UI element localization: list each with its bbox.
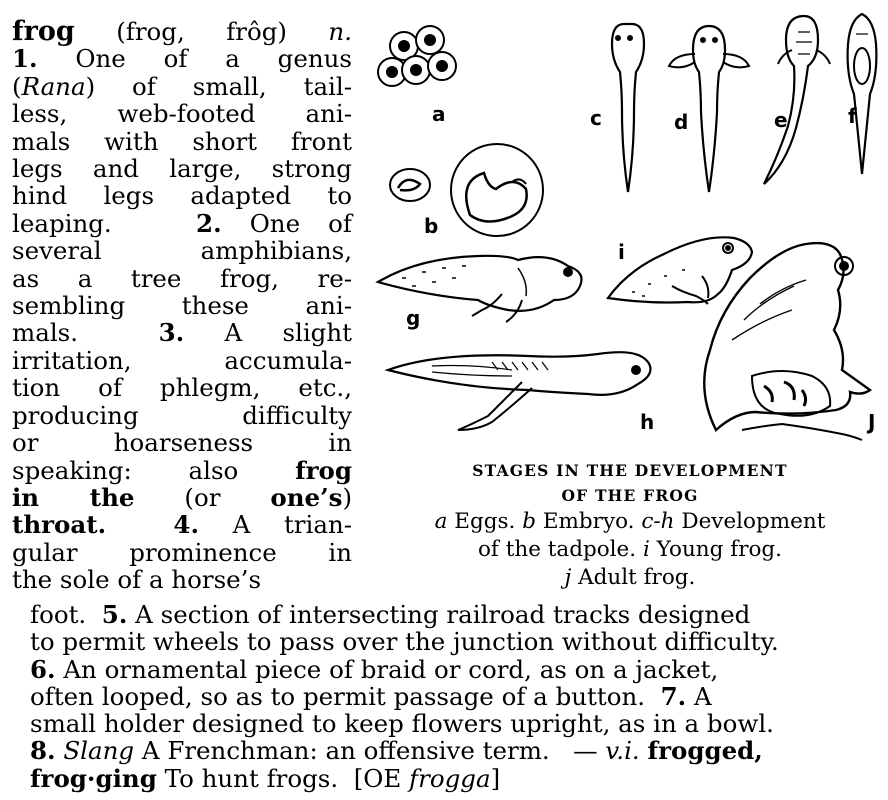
text-segment: sembling these ani-	[12, 291, 352, 321]
tadpole-e-drawing	[764, 16, 830, 184]
text-segment: less, web-footed ani-	[12, 99, 352, 129]
text-segment: hind legs adapted to	[12, 181, 352, 211]
text-segment: 8.	[30, 736, 56, 766]
text-segment: One of	[221, 208, 352, 238]
caption-segment: j	[564, 565, 572, 590]
caption-line	[380, 564, 880, 592]
text-segment: )	[342, 482, 352, 512]
text-segment: frogged,	[647, 736, 763, 766]
text-segment: to permit wheels to pass over the junction without difficulty.	[30, 627, 779, 657]
label-h: h	[640, 410, 655, 434]
text-segment: legs and large, strong	[12, 154, 352, 184]
text-segment: Slang	[63, 736, 135, 766]
text-line	[30, 601, 885, 628]
text-segment: mals with short front	[12, 126, 352, 156]
caption-segment: a	[434, 509, 448, 534]
text-line	[12, 374, 352, 401]
text-segment: frog·ging	[30, 763, 157, 793]
caption-segment: Embryo.	[536, 509, 642, 534]
text-line	[12, 566, 352, 593]
label-b: b	[424, 214, 439, 238]
definition-lines-full	[30, 601, 885, 792]
text-segment: (or	[134, 482, 271, 512]
caption-segment: Young frog.	[649, 537, 783, 562]
text-segment: throat.	[12, 510, 107, 540]
embryo-drawing	[390, 144, 543, 236]
text-line	[12, 100, 352, 127]
pronunciation: (frog, frôg)	[116, 17, 287, 46]
text-line	[30, 765, 885, 792]
text-segment: frog	[295, 455, 352, 485]
text-line	[12, 402, 352, 429]
label-a: a	[432, 102, 446, 126]
text-segment: 6.	[30, 654, 56, 684]
text-line	[12, 128, 352, 155]
text-line	[12, 539, 352, 566]
entry-headline	[12, 18, 352, 45]
headword: frog	[12, 16, 75, 47]
text-line	[30, 656, 885, 683]
text-segment: several amphibians,	[12, 236, 352, 266]
text-line	[12, 292, 352, 319]
text-segment: ]	[490, 763, 501, 793]
text-line	[12, 347, 352, 374]
caption-text	[380, 508, 880, 592]
text-segment: 2.	[196, 208, 222, 238]
text-segment: often looped, so as to permit passage of a button.	[30, 681, 661, 711]
text-line	[12, 237, 352, 264]
text-line	[12, 484, 352, 511]
text-segment: small holder designed to keep flowers upright, as in a bowl.	[30, 709, 774, 739]
text-line	[12, 457, 352, 484]
label-i: i	[618, 240, 625, 264]
text-line	[12, 265, 352, 292]
text-segment: as a tree frog, re-	[12, 263, 352, 293]
tadpole-d-drawing	[669, 26, 749, 192]
text-segment: irritation, accumula-	[12, 345, 352, 375]
text-segment: A trian-	[198, 510, 352, 540]
text-line	[30, 628, 885, 655]
text-line	[12, 45, 352, 72]
definition-lines-left	[12, 45, 352, 593]
caption-segment: i	[642, 537, 650, 562]
caption-segment: c-h	[641, 509, 675, 534]
frog-development-figure	[372, 10, 888, 450]
text-segment: A section of intersecting railroad tracks designed	[127, 600, 751, 629]
caption-line	[380, 508, 880, 536]
text-line	[12, 429, 352, 456]
label-c: c	[590, 106, 602, 130]
label-e: e	[774, 108, 788, 132]
text-segment: 7.	[660, 681, 687, 711]
text-segment: One of a genus	[37, 44, 352, 74]
frog-illustration	[372, 10, 888, 450]
text-segment: frogga	[409, 763, 491, 793]
text-line	[12, 511, 352, 538]
text-segment: 1.	[12, 44, 38, 74]
text-segment: the sole of a horse’s	[12, 565, 262, 595]
text-segment: or hoarseness in	[12, 428, 352, 458]
text-segment: speaking: also	[12, 455, 296, 485]
text-segment: 5.	[101, 600, 128, 629]
caption-segment: Development	[674, 509, 826, 534]
text-segment: A slight	[184, 318, 352, 348]
text-segment: foot.	[30, 600, 102, 629]
tadpole-f-drawing	[848, 14, 877, 174]
text-segment	[640, 736, 648, 765]
caption-title-line-1: STAGES IN THE DEVELOPMENT	[472, 461, 788, 480]
young-frog-drawing	[608, 237, 752, 304]
text-segment: ) of small, tail-	[85, 71, 352, 101]
caption-segment: Adult frog.	[571, 565, 696, 590]
text-segment: 4.	[173, 510, 199, 540]
text-line	[12, 319, 352, 346]
text-line	[12, 182, 352, 209]
caption-segment: of the tadpole.	[477, 537, 643, 562]
text-segment: Rana	[21, 71, 86, 101]
caption-line	[380, 536, 880, 564]
text-line	[30, 683, 885, 710]
text-line	[30, 737, 885, 764]
label-j: J	[868, 410, 876, 434]
text-segment	[106, 510, 173, 539]
part-of-speech: n.	[328, 17, 352, 46]
text-line	[30, 710, 885, 737]
text-segment: tion of phlegm, etc.,	[12, 373, 352, 403]
text-segment: leaping.	[12, 208, 197, 238]
text-segment: mals.	[12, 318, 159, 348]
caption-segment: Eggs.	[447, 509, 523, 534]
text-segment: 3.	[158, 318, 185, 348]
text-segment: in the	[12, 482, 135, 512]
text-segment: one’s	[270, 482, 343, 512]
label-g: g	[406, 306, 421, 330]
tadpole-c-drawing	[612, 24, 644, 192]
text-line	[12, 155, 352, 182]
text-line	[12, 73, 352, 100]
text-segment: v.i.	[605, 736, 640, 766]
text-segment: To hunt frogs. [OE	[156, 763, 410, 793]
caption-title-line-2: OF THE FROG	[561, 486, 699, 505]
text-segment: An ornamental piece of braid or cord, as on a jacket,	[55, 654, 719, 684]
tadpole-h-drawing	[388, 352, 650, 430]
text-line	[12, 210, 352, 237]
text-segment: A	[686, 681, 712, 711]
text-segment: A Frenchman: an offensive term. —	[134, 736, 606, 766]
entry-left-column	[12, 18, 352, 594]
caption-segment: b	[522, 509, 536, 534]
adult-frog-drawing	[704, 243, 870, 440]
eggs-drawing	[378, 26, 456, 86]
label-f: f	[848, 104, 857, 128]
figure-caption	[380, 458, 880, 592]
label-d: d	[674, 110, 689, 134]
text-segment: gular prominence in	[12, 537, 352, 567]
text-segment: (	[12, 71, 22, 101]
text-segment: producing difficulty	[12, 400, 352, 430]
